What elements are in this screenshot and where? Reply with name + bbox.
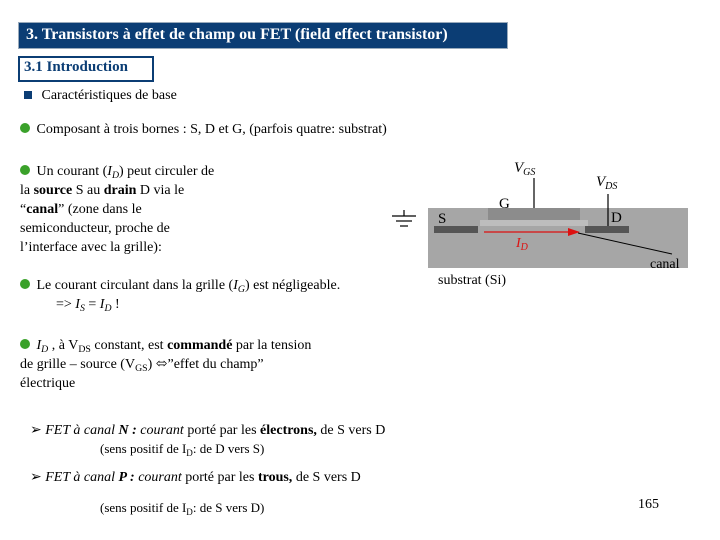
fet-n-text: courant: [136, 423, 184, 438]
source-contact: [434, 226, 478, 233]
courant-text: “: [20, 202, 27, 217]
vds-subscript: DS: [78, 344, 91, 355]
grille-text: =: [84, 297, 100, 312]
is-symbol: I: [75, 297, 80, 312]
courant-text: Un courant (: [36, 164, 108, 179]
fet-n-block: [30, 421, 385, 457]
source-label: S: [438, 211, 447, 227]
grille-text: !: [111, 297, 120, 312]
id-label-main: I: [516, 236, 521, 251]
fet-n-text: porté par les: [183, 423, 261, 438]
source-term: source: [33, 183, 73, 198]
grille-text: =>: [56, 297, 76, 312]
section-heading-row: [24, 86, 177, 105]
fet-p-text: FET à canal: [45, 470, 119, 485]
fet-n-line-2: [100, 440, 385, 457]
fet-n-text: (sens positif de I: [100, 441, 187, 456]
bullet-composant-text: Composant à trois bornes : S, D et G, (parfois quatre: substrat): [36, 122, 387, 137]
courant-text: ) peut circuler de: [119, 164, 215, 179]
section-subtitle: 3.1 Introduction: [24, 59, 128, 75]
fet-n-text: de S vers D: [316, 423, 386, 438]
grille-line-2: [56, 295, 340, 314]
fet-p-line-2: [100, 499, 264, 516]
courant-line-3: [20, 200, 270, 219]
commande-term: commandé: [167, 338, 233, 353]
fet-diagram: [380, 150, 715, 290]
commande-text: ) ⬄”effet du champ”: [147, 357, 264, 372]
green-bullet-icon: [20, 339, 30, 349]
vgs-label-main: V: [514, 160, 524, 176]
fet-n-text: FET à canal: [45, 423, 119, 438]
page-number: 165: [638, 497, 659, 512]
vds-label-sub: DS: [605, 181, 618, 192]
grille-line-1: [20, 276, 340, 295]
grille-text: ) est négligeable.: [244, 278, 341, 293]
id-subscript: D: [104, 303, 112, 314]
fet-p-line-1: [30, 468, 361, 487]
grille-symbol: I: [233, 278, 238, 293]
fet-p-type: P :: [118, 470, 135, 485]
commande-line-3: électrique: [20, 376, 76, 391]
fet-p-text: de S vers D: [292, 470, 361, 485]
fet-n-line-1: [30, 421, 385, 440]
fet-n-text: : de D vers S): [192, 441, 265, 456]
fet-n-subscript: D: [186, 448, 193, 458]
section-heading: Caractéristiques de base: [41, 88, 177, 103]
courant-line-2: [20, 181, 270, 200]
commande-text: de grille – source (V: [20, 357, 136, 372]
green-bullet-icon: [20, 123, 30, 133]
fet-p-text: porté par les: [181, 470, 258, 485]
commande-text: , à V: [48, 338, 79, 353]
green-bullet-icon: [20, 279, 30, 289]
courant-line-4: semiconducteur, proche de: [20, 221, 170, 236]
courant-subscript: D: [111, 170, 120, 181]
bullet-commande: [20, 336, 311, 393]
gate-oxide: [480, 220, 588, 226]
fet-n-type: N :: [118, 423, 137, 438]
courant-symbol: I: [107, 164, 112, 179]
commande-line-2: [20, 355, 311, 374]
commande-subscript: D: [41, 344, 49, 355]
courant-text: la: [20, 183, 34, 198]
vds-label-main: V: [596, 174, 606, 190]
drain-label: D: [611, 210, 622, 226]
commande-text: constant, est: [90, 338, 168, 353]
arrow-bullet-icon: ➢: [30, 423, 42, 438]
fet-p-text: (sens positif de I: [100, 500, 187, 515]
gate-label: G: [499, 196, 510, 212]
drain-contact: [585, 226, 629, 233]
fet-p-subscript: D: [186, 507, 193, 517]
green-bullet-icon: [20, 165, 30, 175]
commande-text: par la tension: [232, 338, 312, 353]
vgs-label-sub: GS: [523, 167, 536, 178]
id-symbol: I: [99, 297, 105, 312]
is-subscript: S: [79, 303, 85, 314]
fet-p-text: courant: [134, 470, 182, 485]
courant-text: S au: [72, 183, 104, 198]
canal-label: canal: [650, 257, 680, 272]
id-label-sub: D: [520, 242, 528, 253]
fet-p-text: : de S vers D): [192, 500, 265, 515]
canal-term: canal: [26, 202, 59, 217]
commande-symbol: I: [36, 338, 42, 353]
vds-label: [596, 174, 617, 192]
courant-line-5: l’interface avec la grille):: [20, 240, 162, 255]
bullet-grille: [20, 276, 340, 314]
vgs-subscript: GS: [135, 363, 148, 374]
courant-line-1: [20, 162, 270, 181]
fet-p-carriers: trous,: [257, 470, 293, 485]
commande-line-1: [20, 336, 311, 355]
arrow-bullet-icon: ➢: [30, 470, 42, 485]
fet-p-block: [30, 468, 361, 487]
fet-n-carriers: électrons,: [260, 423, 317, 438]
page-title: 3. Transistors à effet de champ ou FET (field effect transistor): [26, 26, 448, 43]
bullet-composant: [20, 120, 387, 139]
drain-term: drain: [103, 183, 137, 198]
vgs-label: [514, 160, 535, 178]
courant-text: ” (zone dans le: [58, 202, 142, 217]
square-bullet-icon: [24, 91, 32, 99]
grille-subscript: G: [237, 284, 245, 295]
substrate-label: substrat (Si): [438, 273, 507, 288]
grille-text: Le courant circulant dans la grille (: [36, 278, 234, 293]
bullet-courant: [20, 162, 270, 257]
courant-text: D via le: [136, 183, 185, 198]
